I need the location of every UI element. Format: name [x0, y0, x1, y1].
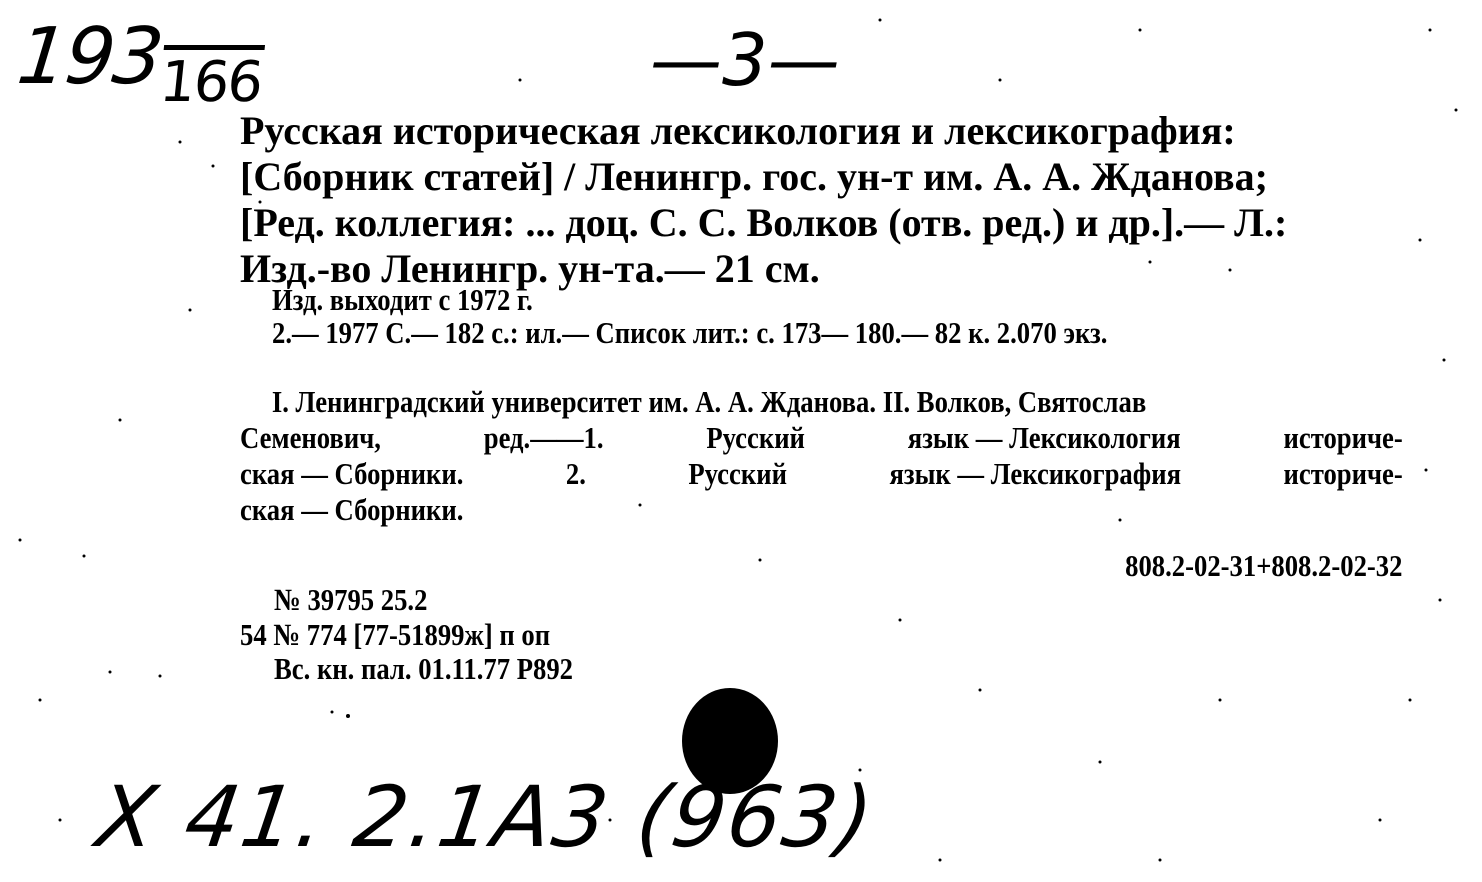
subject-word: 2.	[565, 456, 586, 491]
shelf-number-sub: 166	[156, 50, 265, 115]
subject-word: Русский	[688, 456, 787, 491]
title-line: [Ред. коллегия: ... доц. С. С. Волков (отв. ред.) и др.].— Л.:	[240, 200, 1288, 245]
subject-word: Семенович,	[240, 420, 381, 455]
title-line: Изд.-во Ленингр. ун-та.— 21 см.	[240, 246, 820, 291]
title-line: Русская историческая лексикология и лексикография:	[240, 108, 1236, 153]
registration-number: № 39795 25.2	[274, 582, 428, 617]
subject-line	[240, 456, 1403, 492]
subject-word: ская — Сборники.	[240, 456, 464, 491]
subject-word: историче-	[1283, 456, 1403, 491]
subject-line	[240, 420, 1403, 456]
subject-line: ская — Сборники.	[240, 492, 464, 527]
bibliographic-title	[240, 108, 1402, 292]
subject-headings	[240, 384, 1403, 528]
subject-word: историче-	[1283, 420, 1403, 455]
shelf-number-main: 193	[13, 12, 166, 102]
chamber-registration: Вс. кн. пал. 01.11.77 Р892	[274, 651, 573, 686]
order-number: 54 № 774 [77-51899ж] п оп	[240, 617, 551, 652]
classification-number: 808.2-02-31+808.2-02-32	[1124, 548, 1402, 583]
handwritten-call-number: X 41. 2.1А3 (963)	[91, 768, 881, 866]
title-line: [Сборник статей] / Ленингр. гос. ун-т им. А. А. Жданова;	[240, 154, 1268, 199]
subject-word: язык — Лексикология	[907, 420, 1181, 455]
subject-word: язык — Лексикография	[889, 456, 1182, 491]
handwritten-page-mark: —3—	[650, 18, 840, 102]
volume-note: 2.— 1977 С.— 182 с.: ил.— Список лит.: с. 173— 180.— 82 к. 2.070 экз.	[272, 315, 1108, 350]
subject-word: ред.——1.	[483, 420, 604, 455]
subject-line: I. Ленинградский университет им. А. А. Жданова. II. Волков, Святослав	[271, 384, 1147, 419]
subject-word: Русский	[706, 420, 805, 455]
publication-note: Изд. выходит с 1972 г.	[272, 282, 533, 317]
handwritten-shelf-number	[13, 12, 266, 115]
